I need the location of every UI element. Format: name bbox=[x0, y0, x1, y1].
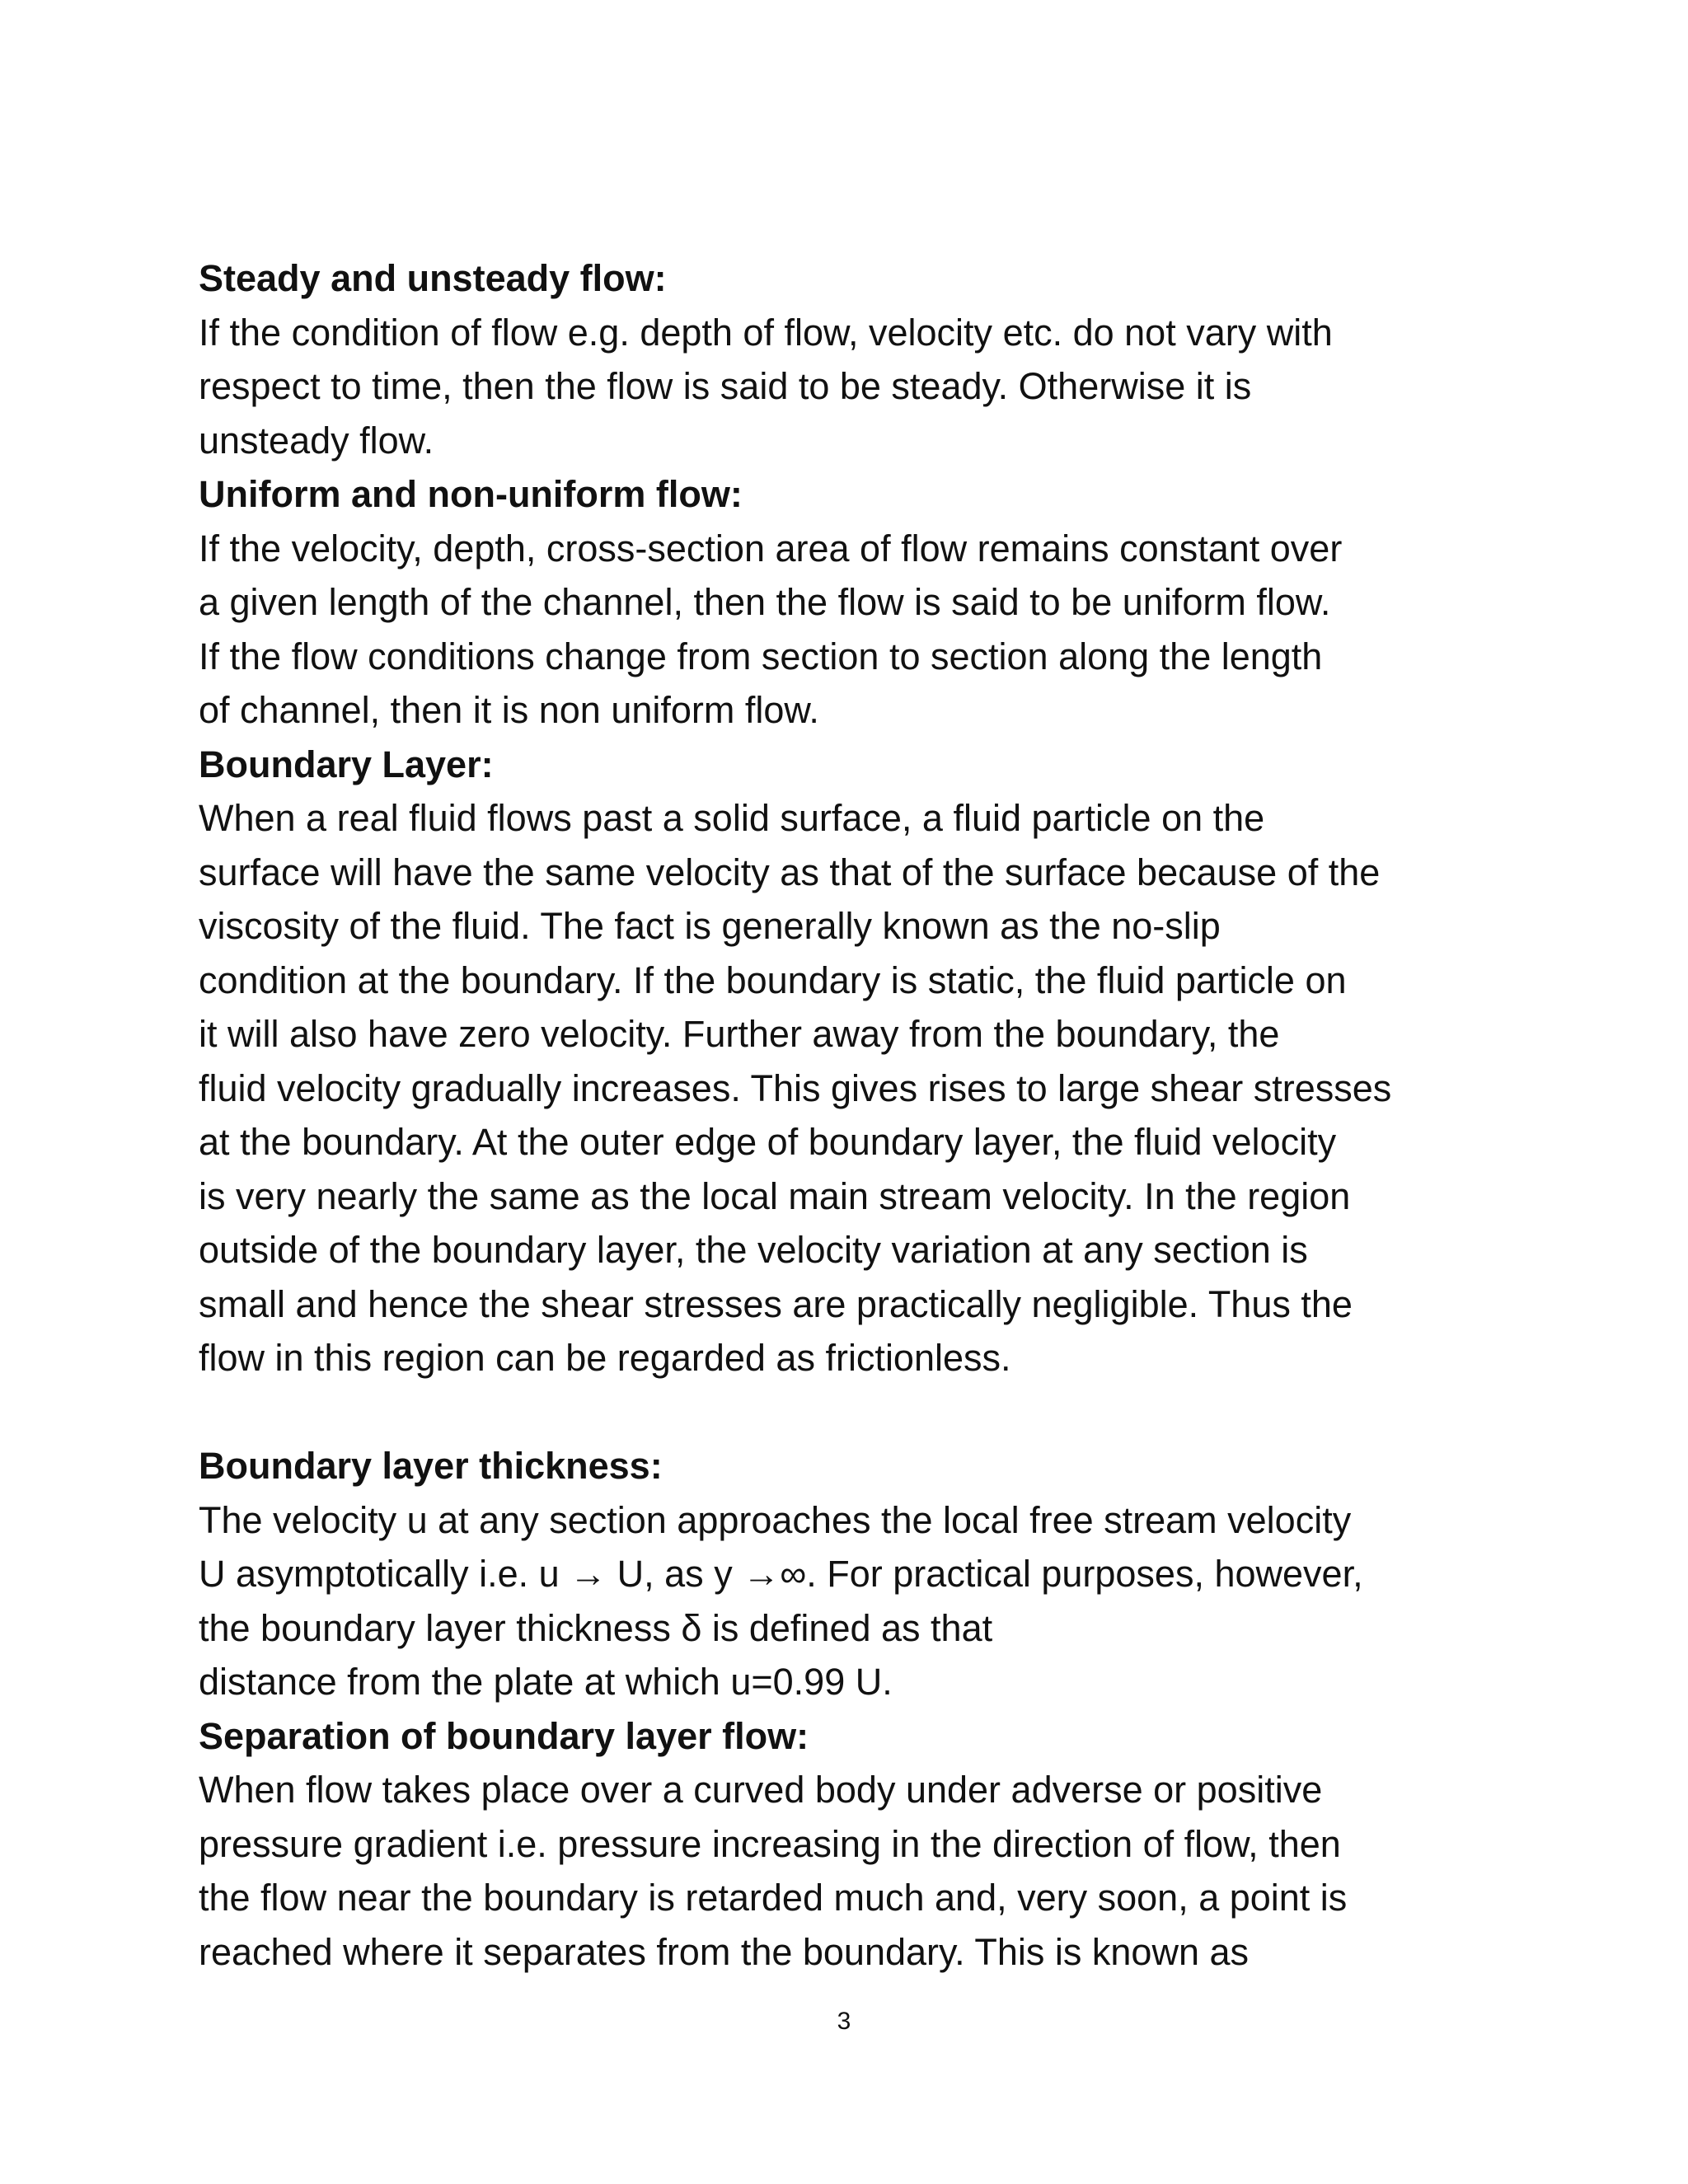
section-steady-unsteady-flow bbox=[199, 251, 1517, 467]
paragraph-line: small and hence the shear stresses are practically negligible. Thus the bbox=[199, 1282, 1353, 1325]
paragraph-line: surface will have the same velocity as that of the surface because of the bbox=[199, 851, 1381, 893]
paragraph-line: U asymptotically i.e. u → U, as y →∞. For practical purposes, however, bbox=[199, 1553, 1363, 1595]
page-number: 3 bbox=[837, 2008, 851, 2035]
paragraph-line: condition at the boundary. If the boundary is static, the fluid particle on bbox=[199, 958, 1347, 1001]
paragraph-line: When flow takes place over a curved body under adverse or positive bbox=[199, 1769, 1323, 1811]
paragraph-line: of channel, then it is non uniform flow. bbox=[199, 689, 819, 731]
paragraph-line: a given length of the channel, then the flow is said to be uniform flow. bbox=[199, 581, 1331, 623]
paragraph-line: The velocity u at any section approaches the local free stream velocity bbox=[199, 1498, 1352, 1541]
section-heading: Boundary layer thickness: bbox=[199, 1445, 663, 1487]
paragraph-line: the flow near the boundary is retarded much and, very soon, a point is bbox=[199, 1877, 1348, 1919]
paragraph-line: If the velocity, depth, cross-section area of flow remains constant over bbox=[199, 527, 1343, 569]
paragraph-line: reached where it separates from the boundary. This is known as bbox=[199, 1930, 1249, 1973]
section-paragraph bbox=[199, 306, 1517, 468]
section-paragraph bbox=[199, 522, 1517, 738]
section-heading: Boundary Layer: bbox=[199, 743, 494, 785]
section-separation-boundary-layer bbox=[199, 1709, 1517, 1980]
paragraph-line: the boundary layer thickness δ is defined as that bbox=[199, 1606, 993, 1649]
section-boundary-layer-thickness bbox=[199, 1439, 1517, 1709]
paragraph-line: distance from the plate at which u=0.99 U. bbox=[199, 1661, 893, 1703]
section-paragraph bbox=[199, 1493, 1517, 1709]
paragraph-line: If the flow conditions change from section to section along the length bbox=[199, 635, 1323, 677]
blank-line bbox=[199, 1385, 1517, 1440]
paragraph-line: If the condition of flow e.g. depth of flow, velocity etc. do not vary with bbox=[199, 311, 1333, 354]
section-heading: Separation of boundary layer flow: bbox=[199, 1714, 809, 1757]
paragraph-line: pressure gradient i.e. pressure increasing in the direction of flow, then bbox=[199, 1822, 1341, 1865]
section-boundary-layer bbox=[199, 738, 1517, 1385]
section-paragraph bbox=[199, 791, 1517, 1385]
section-uniform-nonuniform-flow bbox=[199, 467, 1517, 738]
paragraph-line: viscosity of the fluid. The fact is generally known as the no-slip bbox=[199, 905, 1221, 947]
section-heading: Steady and unsteady flow: bbox=[199, 257, 667, 299]
paragraph-line: unsteady flow. bbox=[199, 419, 434, 462]
paragraph-line: flow in this region can be regarded as frictionless. bbox=[199, 1337, 1011, 1379]
paragraph-line: it will also have zero velocity. Further away from the boundary, the bbox=[199, 1013, 1280, 1055]
section-heading: Uniform and non-uniform flow: bbox=[199, 473, 743, 515]
paragraph-line: When a real fluid flows past a solid surface, a fluid particle on the bbox=[199, 797, 1265, 839]
paragraph-line: fluid velocity gradually increases. This gives rises to large shear stresses bbox=[199, 1066, 1392, 1109]
paragraph-line: is very nearly the same as the local main stream velocity. In the region bbox=[199, 1174, 1351, 1217]
paragraph-line: at the boundary. At the outer edge of boundary layer, the fluid velocity bbox=[199, 1121, 1337, 1163]
section-paragraph bbox=[199, 1763, 1517, 1979]
page-content bbox=[199, 251, 1517, 1979]
paragraph-line: outside of the boundary layer, the velocity variation at any section is bbox=[199, 1229, 1308, 1271]
paragraph-line: respect to time, then the flow is said to be steady. Otherwise it is bbox=[199, 365, 1252, 407]
